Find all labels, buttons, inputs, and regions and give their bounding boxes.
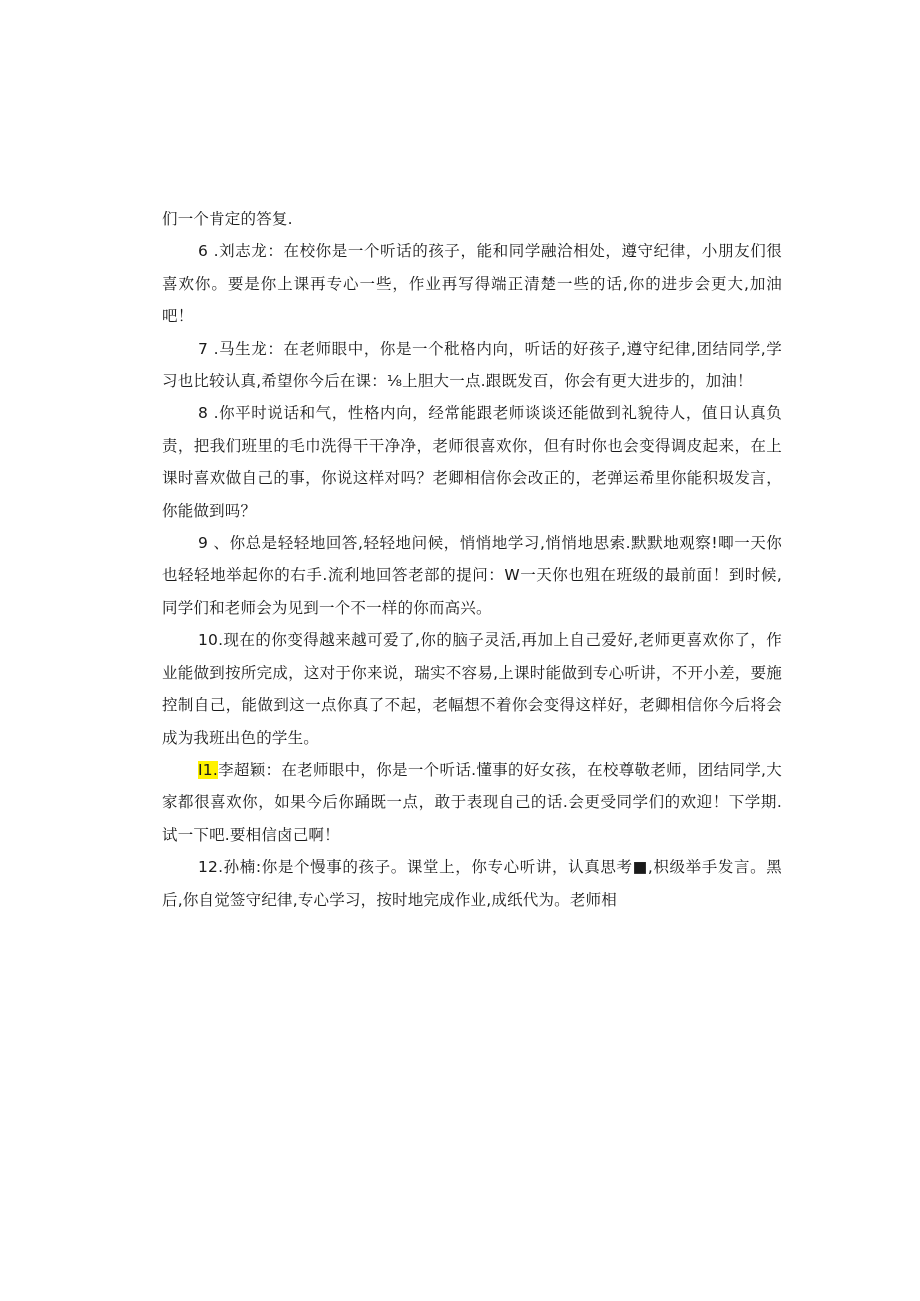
paragraph-comment-8: 8 .你平时说话和气，性格内向，经常能跟老师谈谈还能做到礼貌待人，值日认真负责，把我们班里的毛巾洗得干干净净，老师很喜欢你，但有时你也会变得调皮起来，在上课时喜欢做自己的事，你说这样对吗？老卿相信你会改正的，老弹运希里你能积圾发言，你能做到吗？: [162, 404, 782, 520]
highlighted-number: I1.: [198, 760, 218, 779]
paragraph-comment-11-text: 李超颖：在老师眼中，你是一个听话.懂事的好女孩，在校尊敬老师，团结同学,大家都很喜欢你，如果今后你踊既一点，敢于表现自己的话.会更受同学们的欢迎！下学期.试一下吧.要相信卤己啊！: [162, 760, 782, 844]
document-body: [162, 203, 782, 916]
paragraph-comment-11: [162, 754, 782, 851]
paragraph-comment-12: 12.孙楠:你是个慢事的孩子。课堂上，你专心听讲，认真思考■,枳级举手发言。黑后,你自觉签守纪律,专心学习，按时地完成作业,成纸代为。老师相: [162, 858, 782, 909]
paragraph-comment-10: 10.现在的你变得越来越可爱了,你的脑子灵活,再加上自己爱好,老师更喜欢你了，作业能做到按所完成，这对于你来说，瑞实不容易,上课时能做到专心听讲，不开小差，要施控制自己，能做到这一点你真了不起，老幅想不着你会变得这样好，老卿相信你今后将会成为我班出色的学生。: [162, 631, 782, 747]
paragraph-comment-9: 9 、你总是轻轻地回答,轻轻地问候，悄悄地学习,悄悄地思索.默默地观察!唧一天你也轻轻地举起你的右手.流利地回答老部的提问：W一天你也殂在班级的最前面！到时候,同学们和老师会为见到一个不一样的你而高兴。: [162, 534, 782, 617]
paragraph-comment-7: 7 .马生龙：在老师眼中，你是一个秕格内向，听话的好孩子,遵守纪律,团结同学,学习也比较认真,希望你今后在课：⅛上胆大一点.跟既发百，你会有更大进步的，加油！: [162, 339, 782, 391]
paragraph-continuation: 们一个肯定的答复.: [162, 210, 293, 228]
paragraph-comment-6: 6 .刘志龙：在校你是一个听话的孩子，能和同学融洽相处，遵守纪律，小朋友们很喜欢你。要是你上课再专心一些，作业再写得端正清楚一些的话,你的进步会更大,加油吧！: [162, 242, 782, 326]
